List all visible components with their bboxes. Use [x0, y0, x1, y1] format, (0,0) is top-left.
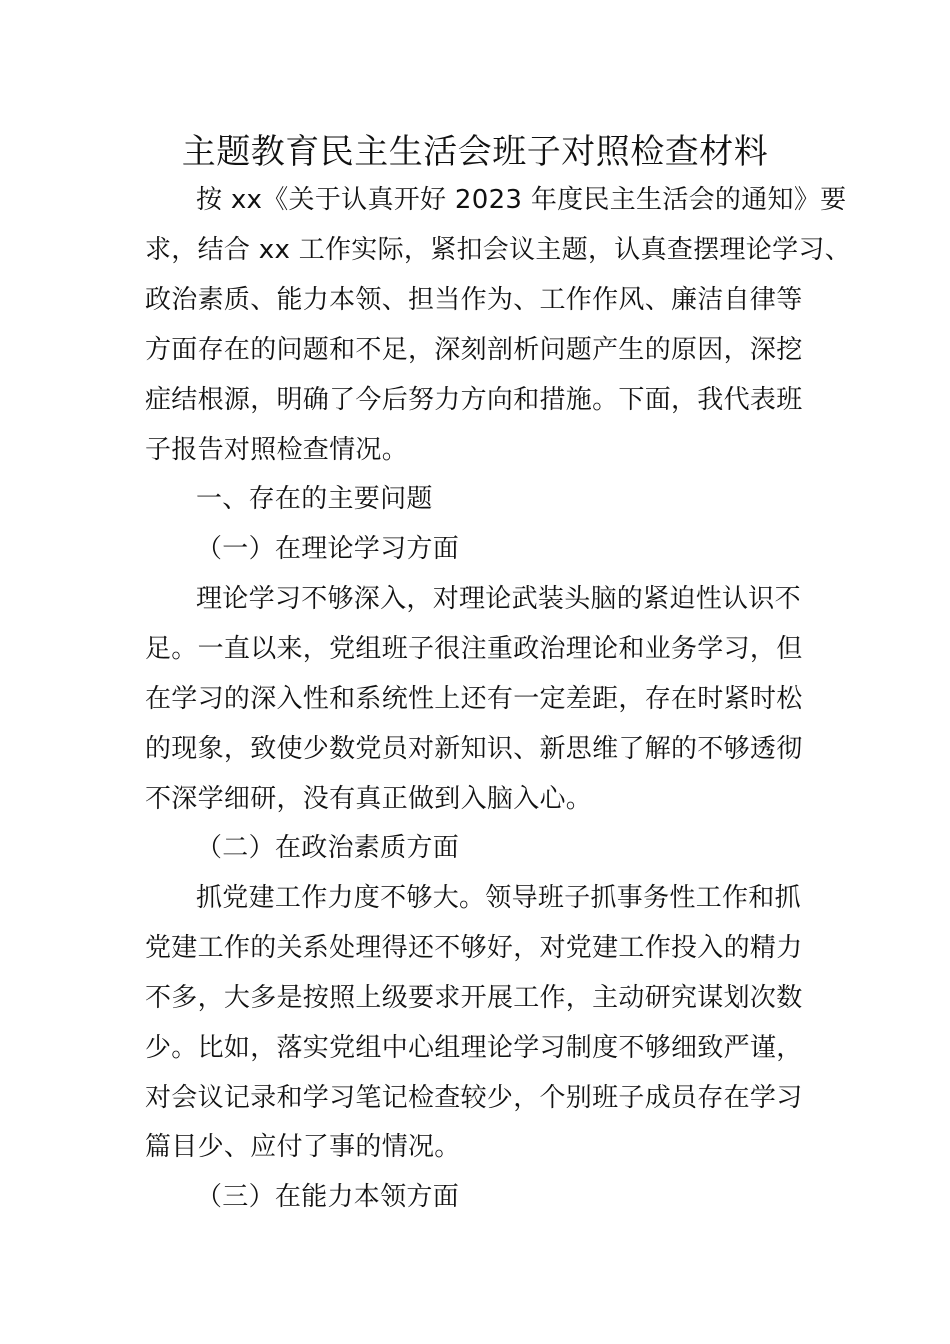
paragraph-line: 党建工作的关系处理得还不够好，对党建工作投入的精力 — [145, 933, 803, 963]
paragraph-line: 不深学细研，没有真正做到入脑入心。 — [145, 784, 593, 814]
paragraph-line: 抓党建工作力度不够大。领导班子抓事务性工作和抓 — [196, 883, 801, 913]
paragraph-line: 在学习的深入性和系统性上还有一定差距，存在时紧时松 — [145, 684, 803, 714]
paragraph-line: 的现象，致使少数党员对新知识、新思维了解的不够透彻 — [145, 734, 803, 764]
paragraph-line: 政治素质、能力本领、担当作为、工作作风、廉洁自律等 — [145, 285, 803, 315]
paragraph-line: 理论学习不够深入，对理论武装头脑的紧迫性认识不 — [196, 584, 801, 614]
subsection-heading: （二）在政治素质方面 — [196, 833, 460, 863]
section-heading: 一、存在的主要问题 — [196, 484, 433, 514]
subsection-heading: （一）在理论学习方面 — [196, 534, 460, 564]
paragraph-line: 子报告对照检查情况。 — [145, 435, 409, 465]
paragraph-line: 对会议记录和学习笔记检查较少，个别班子成员存在学习 — [145, 1083, 803, 1113]
paragraph-line: 少。比如，落实党组中心组理论学习制度不够细致严谨， — [145, 1033, 803, 1063]
paragraph-line: 症结根源，明确了今后努力方向和措施。下面，我代表班 — [145, 385, 803, 415]
document-title: 主题教育民主生活会班子对照检查材料 — [181, 132, 769, 172]
paragraph-line: 求，结合 xx 工作实际，紧扣会议主题，认真查摆理论学习、 — [145, 235, 852, 265]
subsection-heading: （三）在能力本领方面 — [196, 1182, 460, 1212]
paragraph-line: 方面存在的问题和不足，深刻剖析问题产生的原因，深挖 — [145, 335, 803, 365]
paragraph-line: 不多，大多是按照上级要求开展工作，主动研究谋划次数 — [145, 983, 803, 1013]
paragraph-line: 足。一直以来，党组班子很注重政治理论和业务学习，但 — [145, 634, 803, 664]
paragraph-line: 篇目少、应付了事的情况。 — [145, 1132, 461, 1162]
paragraph-line: 按 xx《关于认真开好 2023 年度民主生活会的通知》要 — [196, 185, 847, 215]
